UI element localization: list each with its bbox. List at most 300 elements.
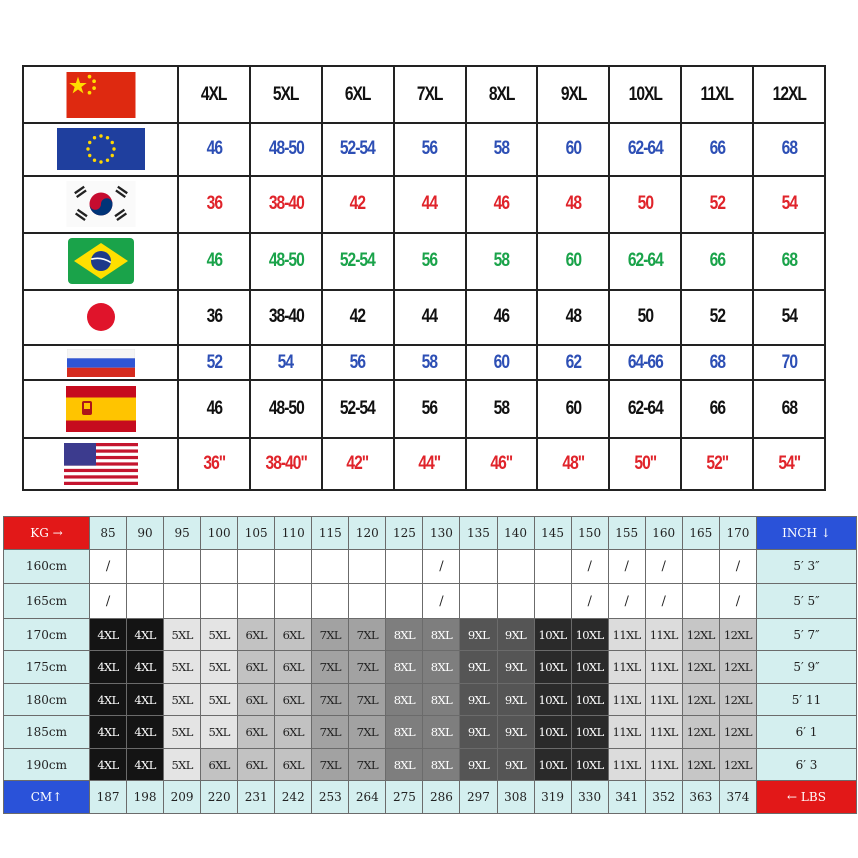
size-value-cell — [322, 123, 394, 175]
eu-flag-icon — [57, 128, 145, 170]
size-value: 48-50 — [268, 397, 304, 419]
size-value: 52 — [709, 306, 725, 328]
empty-cell — [238, 584, 275, 619]
size-cell: 10XL — [534, 716, 571, 749]
lbs-value: 253 — [312, 781, 349, 814]
size-value: 36 — [206, 306, 222, 328]
country-row — [23, 176, 825, 233]
size-value-cell — [753, 345, 825, 381]
size-value: 46 — [206, 138, 222, 160]
size-value: 52" — [706, 452, 728, 474]
kg-value: 120 — [349, 517, 386, 550]
kg-value: 100 — [201, 517, 238, 550]
size-value-cell — [394, 233, 466, 290]
size-value: 38-40 — [268, 193, 304, 215]
size-value-cell — [466, 176, 538, 233]
country-row — [23, 123, 825, 175]
size-cell: 11XL — [645, 683, 682, 716]
size-cell: 4XL — [90, 651, 127, 684]
height-row — [4, 683, 857, 716]
height-label: 175cm — [4, 651, 90, 684]
size-value: 46" — [490, 452, 513, 474]
height-label: 165cm — [4, 584, 90, 619]
empty-cell — [497, 584, 534, 619]
size-header-label: 5XL — [273, 83, 299, 105]
not-available-cell: / — [719, 549, 756, 584]
size-value-cell — [537, 438, 609, 490]
brazil-flag-icon — [68, 238, 134, 284]
size-cell: 11XL — [608, 683, 645, 716]
size-cell: 12XL — [719, 716, 756, 749]
size-cell: 9XL — [497, 651, 534, 684]
size-cell: 11XL — [645, 618, 682, 651]
size-value-cell — [537, 380, 609, 437]
size-value-cell — [394, 290, 466, 345]
flag-cell — [23, 438, 178, 490]
empty-cell — [238, 549, 275, 584]
size-cell: 4XL — [127, 748, 164, 781]
size-header-label: 12XL — [772, 83, 806, 105]
lbs-value: 275 — [386, 781, 423, 814]
kg-value: 135 — [460, 517, 497, 550]
size-cell: 5XL — [164, 748, 201, 781]
size-value-cell — [178, 233, 250, 290]
size-value-cell — [609, 438, 681, 490]
size-header-12xl — [753, 66, 825, 123]
kg-value: 110 — [275, 517, 312, 550]
size-value: 66 — [709, 250, 725, 272]
size-cell: 4XL — [127, 683, 164, 716]
size-value-cell — [178, 290, 250, 345]
size-value: 36" — [203, 452, 225, 474]
size-value-cell — [466, 290, 538, 345]
size-value: 48 — [565, 193, 581, 215]
size-value-cell — [250, 290, 322, 345]
size-cell: 10XL — [571, 716, 608, 749]
size-cell: 5XL — [164, 683, 201, 716]
size-value-cell — [178, 380, 250, 437]
size-cell: 7XL — [349, 618, 386, 651]
size-value: 56 — [421, 397, 438, 419]
size-cell: 8XL — [386, 651, 423, 684]
size-cell: 10XL — [571, 683, 608, 716]
size-cell: 7XL — [312, 651, 349, 684]
lbs-value: 363 — [682, 781, 719, 814]
size-value: 60 — [493, 351, 510, 373]
size-value-cell — [609, 176, 681, 233]
size-cell: 8XL — [423, 716, 460, 749]
not-available-cell: / — [423, 549, 460, 584]
size-value-cell — [537, 233, 609, 290]
empty-cell — [534, 584, 571, 619]
size-cell: 12XL — [719, 748, 756, 781]
size-cell: 9XL — [460, 683, 497, 716]
size-cell: 8XL — [386, 716, 423, 749]
size-value: 52 — [206, 351, 222, 373]
country-row — [23, 233, 825, 290]
size-cell: 10XL — [534, 748, 571, 781]
russia-flag-icon — [67, 349, 135, 377]
country-row — [23, 345, 825, 381]
size-cell: 8XL — [386, 748, 423, 781]
size-value-cell — [250, 438, 322, 490]
size-value: 46 — [493, 306, 510, 328]
size-cell: 9XL — [497, 748, 534, 781]
country-row — [23, 438, 825, 490]
size-cell: 8XL — [386, 683, 423, 716]
height-row — [4, 748, 857, 781]
empty-cell — [682, 584, 719, 619]
size-value: 58 — [493, 138, 510, 160]
size-cell: 9XL — [460, 748, 497, 781]
size-cell: 4XL — [90, 683, 127, 716]
size-value: 62 — [565, 351, 581, 373]
size-value: 48" — [562, 452, 585, 474]
country-row — [23, 290, 825, 345]
empty-cell — [497, 549, 534, 584]
size-value: 54" — [778, 452, 800, 474]
empty-cell — [349, 549, 386, 584]
size-cell: 12XL — [682, 716, 719, 749]
south-korea-flag-icon — [66, 181, 136, 227]
size-value: 58 — [493, 250, 510, 272]
size-cell: 6XL — [275, 716, 312, 749]
size-value: 62-64 — [627, 138, 663, 160]
size-header-label: 9XL — [560, 83, 587, 105]
kg-value: 155 — [608, 517, 645, 550]
size-value-cell — [322, 290, 394, 345]
size-cell: 6XL — [275, 683, 312, 716]
size-value: 44 — [421, 306, 438, 328]
size-cell: 12XL — [682, 683, 719, 716]
size-value: 58 — [421, 351, 438, 373]
not-available-cell: / — [645, 549, 682, 584]
size-value-cell — [178, 345, 250, 381]
size-value-cell — [178, 176, 250, 233]
size-value-cell — [322, 345, 394, 381]
size-value-cell — [250, 176, 322, 233]
size-value-cell — [466, 345, 538, 381]
cm-label: CM↑ — [4, 781, 90, 814]
lbs-value: 187 — [90, 781, 127, 814]
empty-cell — [164, 584, 201, 619]
size-cell: 6XL — [238, 748, 275, 781]
size-value: 48-50 — [268, 250, 304, 272]
kg-value: 85 — [90, 517, 127, 550]
size-value: 64-66 — [627, 351, 663, 373]
height-label: 180cm — [4, 683, 90, 716]
size-value: 68 — [781, 250, 797, 272]
spain-flag-icon — [66, 386, 136, 432]
size-cell: 5XL — [201, 683, 238, 716]
japan-flag-icon — [79, 295, 123, 339]
lbs-value: 220 — [201, 781, 238, 814]
size-value-cell — [537, 345, 609, 381]
size-cell: 7XL — [312, 748, 349, 781]
size-cell: 12XL — [719, 618, 756, 651]
size-cell: 11XL — [645, 716, 682, 749]
size-value-cell — [537, 176, 609, 233]
size-cell: 9XL — [497, 716, 534, 749]
size-value: 56 — [421, 250, 438, 272]
size-cell: 6XL — [238, 618, 275, 651]
lbs-value: 319 — [534, 781, 571, 814]
size-cell: 4XL — [127, 716, 164, 749]
empty-cell — [275, 584, 312, 619]
size-cell: 8XL — [423, 651, 460, 684]
size-value: 42 — [349, 306, 366, 328]
size-cell: 4XL — [90, 618, 127, 651]
kg-label: KG → — [4, 517, 90, 550]
size-value: 62-64 — [627, 250, 663, 272]
size-value-cell — [250, 233, 322, 290]
size-header-row — [23, 66, 825, 123]
empty-cell — [201, 549, 238, 584]
size-value: 68 — [781, 397, 797, 419]
empty-cell — [127, 549, 164, 584]
size-value-cell — [753, 438, 825, 490]
kg-value: 105 — [238, 517, 275, 550]
usa-flag-icon — [64, 443, 138, 485]
flag-cell — [23, 233, 178, 290]
flag-cell — [23, 380, 178, 437]
inch-value: 6′ 1 — [757, 716, 857, 749]
size-value-cell — [394, 345, 466, 381]
inch-value: 5′ 5″ — [757, 584, 857, 619]
size-cell: 4XL — [90, 716, 127, 749]
inch-value: 5′ 3″ — [757, 549, 857, 584]
empty-cell — [386, 584, 423, 619]
not-available-cell: / — [90, 549, 127, 584]
size-cell: 12XL — [719, 683, 756, 716]
size-value: 56 — [421, 138, 438, 160]
size-cell: 12XL — [719, 651, 756, 684]
empty-cell — [386, 549, 423, 584]
size-value-cell — [537, 123, 609, 175]
lbs-value: 209 — [164, 781, 201, 814]
size-value-cell — [681, 345, 753, 381]
size-value-cell — [681, 290, 753, 345]
size-cell: 9XL — [460, 618, 497, 651]
size-value-cell — [609, 345, 681, 381]
empty-cell — [164, 549, 201, 584]
size-value-cell — [394, 123, 466, 175]
size-cell: 11XL — [608, 716, 645, 749]
size-header-label: 4XL — [201, 83, 227, 105]
size-header-11xl — [681, 66, 753, 123]
not-available-cell: / — [90, 584, 127, 619]
size-cell: 9XL — [460, 651, 497, 684]
lbs-value: 198 — [127, 781, 164, 814]
size-cell: 7XL — [312, 716, 349, 749]
size-cell: 5XL — [164, 651, 201, 684]
country-size-conversion-table — [22, 65, 826, 491]
size-cell: 6XL — [275, 651, 312, 684]
size-value: 42 — [349, 193, 366, 215]
size-cell: 12XL — [682, 748, 719, 781]
size-value: 50 — [637, 306, 653, 328]
empty-cell — [682, 549, 719, 584]
size-cell: 9XL — [460, 716, 497, 749]
kg-value: 115 — [312, 517, 349, 550]
size-value-cell — [609, 380, 681, 437]
size-value: 52-54 — [340, 138, 376, 160]
size-cell: 11XL — [645, 748, 682, 781]
size-value-cell — [466, 123, 538, 175]
size-value-cell — [753, 176, 825, 233]
size-cell: 5XL — [164, 618, 201, 651]
size-value-cell — [322, 233, 394, 290]
size-value: 54 — [781, 193, 797, 215]
size-value: 66 — [709, 397, 725, 419]
size-cell: 4XL — [127, 651, 164, 684]
size-value: 60 — [565, 250, 581, 272]
size-cell: 8XL — [423, 683, 460, 716]
size-value: 46 — [493, 193, 510, 215]
kg-value: 130 — [423, 517, 460, 550]
size-value: 38-40 — [268, 306, 304, 328]
size-value: 70 — [781, 351, 797, 373]
size-cell: 10XL — [571, 618, 608, 651]
size-value-cell — [466, 438, 538, 490]
size-cell: 9XL — [497, 618, 534, 651]
size-value-cell — [250, 345, 322, 381]
size-value-cell — [322, 380, 394, 437]
size-value-cell — [322, 176, 394, 233]
inch-value: 5′ 9″ — [757, 651, 857, 684]
size-value: 50" — [634, 452, 657, 474]
size-cell: 12XL — [682, 618, 719, 651]
size-header-7xl — [394, 66, 466, 123]
size-cell: 7XL — [349, 748, 386, 781]
weight-lbs-row — [4, 781, 857, 814]
size-header-5xl — [250, 66, 322, 123]
size-value-cell — [322, 438, 394, 490]
size-cell: 6XL — [275, 618, 312, 651]
kg-value: 170 — [719, 517, 756, 550]
size-value-cell — [466, 233, 538, 290]
size-cell: 5XL — [201, 716, 238, 749]
size-cell: 7XL — [349, 651, 386, 684]
size-cell: 6XL — [238, 683, 275, 716]
not-available-cell: / — [608, 549, 645, 584]
size-header-label: 10XL — [628, 83, 662, 105]
inch-value: 6′ 3 — [757, 748, 857, 781]
size-value-cell — [753, 290, 825, 345]
size-value: 68 — [709, 351, 725, 373]
size-value-cell — [250, 123, 322, 175]
size-cell: 10XL — [571, 748, 608, 781]
kg-value: 95 — [164, 517, 201, 550]
size-cell: 10XL — [534, 683, 571, 716]
size-value-cell — [681, 233, 753, 290]
size-cell: 10XL — [534, 618, 571, 651]
size-cell: 6XL — [275, 748, 312, 781]
size-cell: 10XL — [571, 651, 608, 684]
size-value-cell — [609, 290, 681, 345]
size-cell: 11XL — [608, 618, 645, 651]
size-cell: 7XL — [349, 683, 386, 716]
height-label: 160cm — [4, 549, 90, 584]
lbs-value: 286 — [423, 781, 460, 814]
size-value: 48 — [565, 306, 581, 328]
empty-cell — [460, 549, 497, 584]
size-value-cell — [681, 438, 753, 490]
lbs-value: 242 — [275, 781, 312, 814]
country-row — [23, 380, 825, 437]
height-row — [4, 584, 857, 619]
size-cell: 11XL — [608, 748, 645, 781]
height-weight-size-chart — [3, 516, 857, 814]
size-value-cell — [178, 123, 250, 175]
size-header-label: 11XL — [700, 83, 734, 105]
lbs-value: 330 — [571, 781, 608, 814]
size-cell: 12XL — [682, 651, 719, 684]
size-cell: 7XL — [349, 716, 386, 749]
flag-cell — [23, 123, 178, 175]
size-value: 48-50 — [268, 138, 304, 160]
lbs-value: 297 — [460, 781, 497, 814]
kg-value: 160 — [645, 517, 682, 550]
size-value-cell — [250, 380, 322, 437]
size-cell: 4XL — [90, 748, 127, 781]
size-cell: 10XL — [534, 651, 571, 684]
size-value: 56 — [349, 351, 366, 373]
size-cell: 8XL — [423, 618, 460, 651]
inch-value: 5′ 7″ — [757, 618, 857, 651]
flag-cell — [23, 290, 178, 345]
lbs-value: 352 — [645, 781, 682, 814]
size-cell: 11XL — [645, 651, 682, 684]
size-value: 66 — [709, 138, 725, 160]
lbs-value: 374 — [719, 781, 756, 814]
lbs-label: ← LBS — [757, 781, 857, 814]
height-row — [4, 549, 857, 584]
size-value: 46 — [206, 397, 222, 419]
size-value-cell — [753, 380, 825, 437]
empty-cell — [275, 549, 312, 584]
size-value: 54 — [278, 351, 294, 373]
size-value: 58 — [493, 397, 510, 419]
size-value: 52-54 — [340, 397, 376, 419]
size-value-cell — [178, 438, 250, 490]
height-row — [4, 651, 857, 684]
size-cell: 7XL — [312, 618, 349, 651]
size-value: 52 — [709, 193, 725, 215]
size-cell: 5XL — [201, 618, 238, 651]
size-value-cell — [394, 380, 466, 437]
size-cell: 5XL — [164, 716, 201, 749]
size-value: 44" — [418, 452, 441, 474]
kg-value: 140 — [497, 517, 534, 550]
size-header-label: 7XL — [416, 83, 443, 105]
size-cell: 6XL — [238, 716, 275, 749]
size-value-cell — [681, 380, 753, 437]
china-flag-icon — [64, 72, 138, 118]
empty-cell — [312, 549, 349, 584]
size-cell: 7XL — [312, 683, 349, 716]
size-value: 36 — [206, 193, 222, 215]
not-available-cell: / — [571, 584, 608, 619]
size-value-cell — [394, 176, 466, 233]
size-value: 50 — [637, 193, 653, 215]
flag-cell — [23, 176, 178, 233]
height-label: 170cm — [4, 618, 90, 651]
not-available-cell: / — [608, 584, 645, 619]
size-value-cell — [681, 176, 753, 233]
size-cell: 6XL — [238, 651, 275, 684]
not-available-cell: / — [719, 584, 756, 619]
